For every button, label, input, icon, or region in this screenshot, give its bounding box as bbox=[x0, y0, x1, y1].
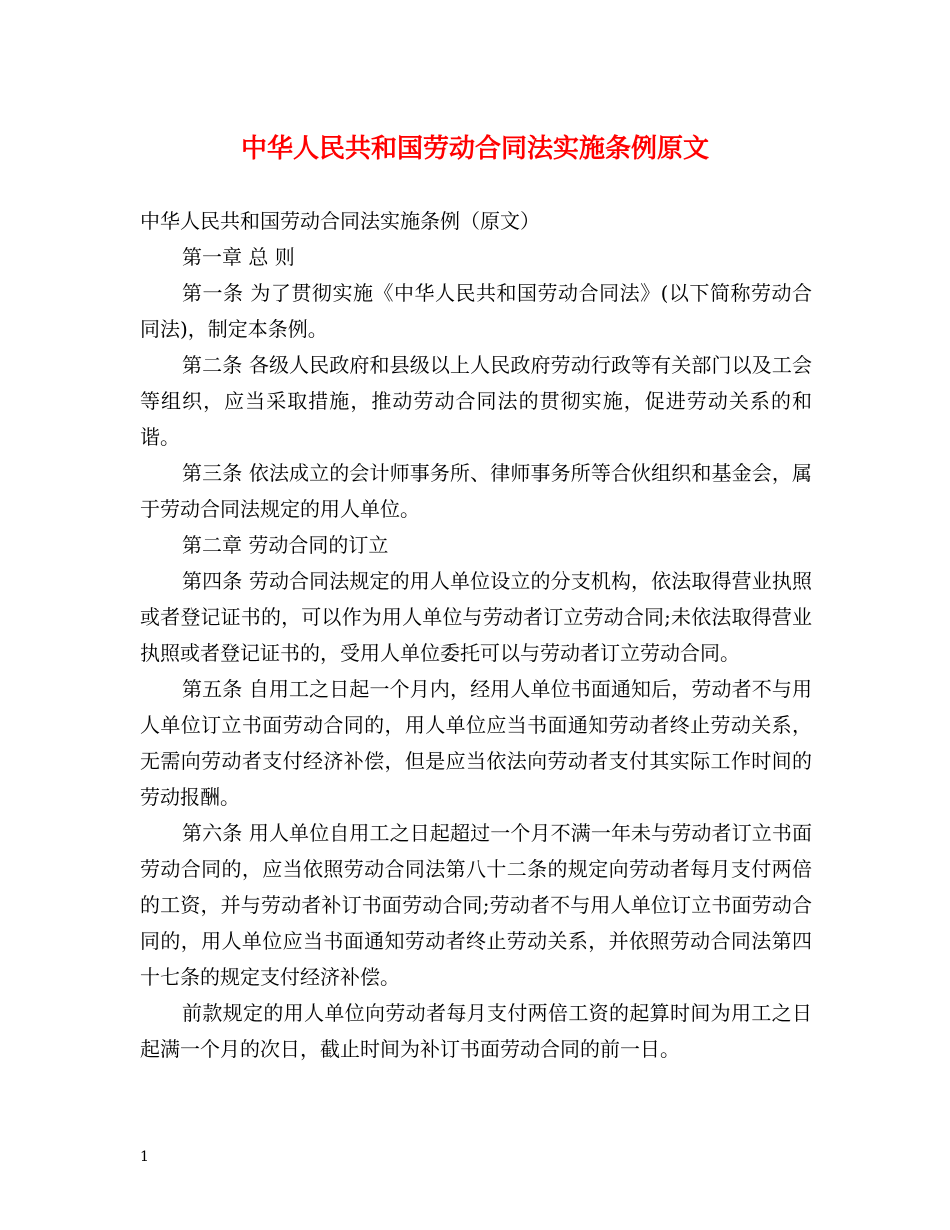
article-paragraph: 第四条 劳动合同法规定的用人单位设立的分支机构，依法取得营业执照或者登记证书的，可以作为用人单位与劳动者订立劳动合同;未依法取得营业执照或者登记证书的，受用人单位委托可以与劳动者订立劳动合同。 bbox=[140, 569, 812, 665]
page-number: 1 bbox=[140, 1149, 149, 1165]
document-body bbox=[140, 203, 812, 1067]
chapter-heading: 第一章 总 则 bbox=[182, 245, 295, 269]
article-paragraph: 第二条 各级人民政府和县级以上人民政府劳动行政等有关部门以及工会等组织，应当采取措施，推动劳动合同法的贯彻实施，促进劳动关系的和谐。 bbox=[140, 353, 812, 449]
document-subtitle: 中华人民共和国劳动合同法实施条例（原文） bbox=[140, 209, 540, 233]
article-paragraph: 第六条 用人单位自用工之日起超过一个月不满一年未与劳动者订立书面劳动合同的，应当依照劳动合同法第八十二条的规定向劳动者每月支付两倍的工资，并与劳动者补订书面劳动合同;劳动者不与用人单位订立书面劳动合同的，用人单位应当书面通知劳动者终止劳动关系，并依照劳动合同法第四十七条的规定支付经济补偿。 bbox=[140, 821, 812, 989]
article-paragraph: 第一条 为了贯彻实施《中华人民共和国劳动合同法》(以下简称劳动合同法)，制定本条例。 bbox=[140, 281, 812, 341]
document-title: 中华人民共和国劳动合同法实施条例原文 bbox=[240, 134, 709, 164]
chapter-heading: 第二章 劳动合同的订立 bbox=[182, 533, 389, 557]
article-paragraph: 第三条 依法成立的会计师事务所、律师事务所等合伙组织和基金会，属于劳动合同法规定的用人单位。 bbox=[140, 461, 812, 521]
article-paragraph: 第五条 自用工之日起一个月内，经用人单位书面通知后，劳动者不与用人单位订立书面劳动合同的，用人单位应当书面通知劳动者终止劳动关系，无需向劳动者支付经济补偿，但是应当依法向劳动者支付其实际工作时间的劳动报酬。 bbox=[140, 677, 812, 809]
article-paragraph: 前款规定的用人单位向劳动者每月支付两倍工资的起算时间为用工之日起满一个月的次日，截止时间为补订书面劳动合同的前一日。 bbox=[140, 1001, 812, 1061]
